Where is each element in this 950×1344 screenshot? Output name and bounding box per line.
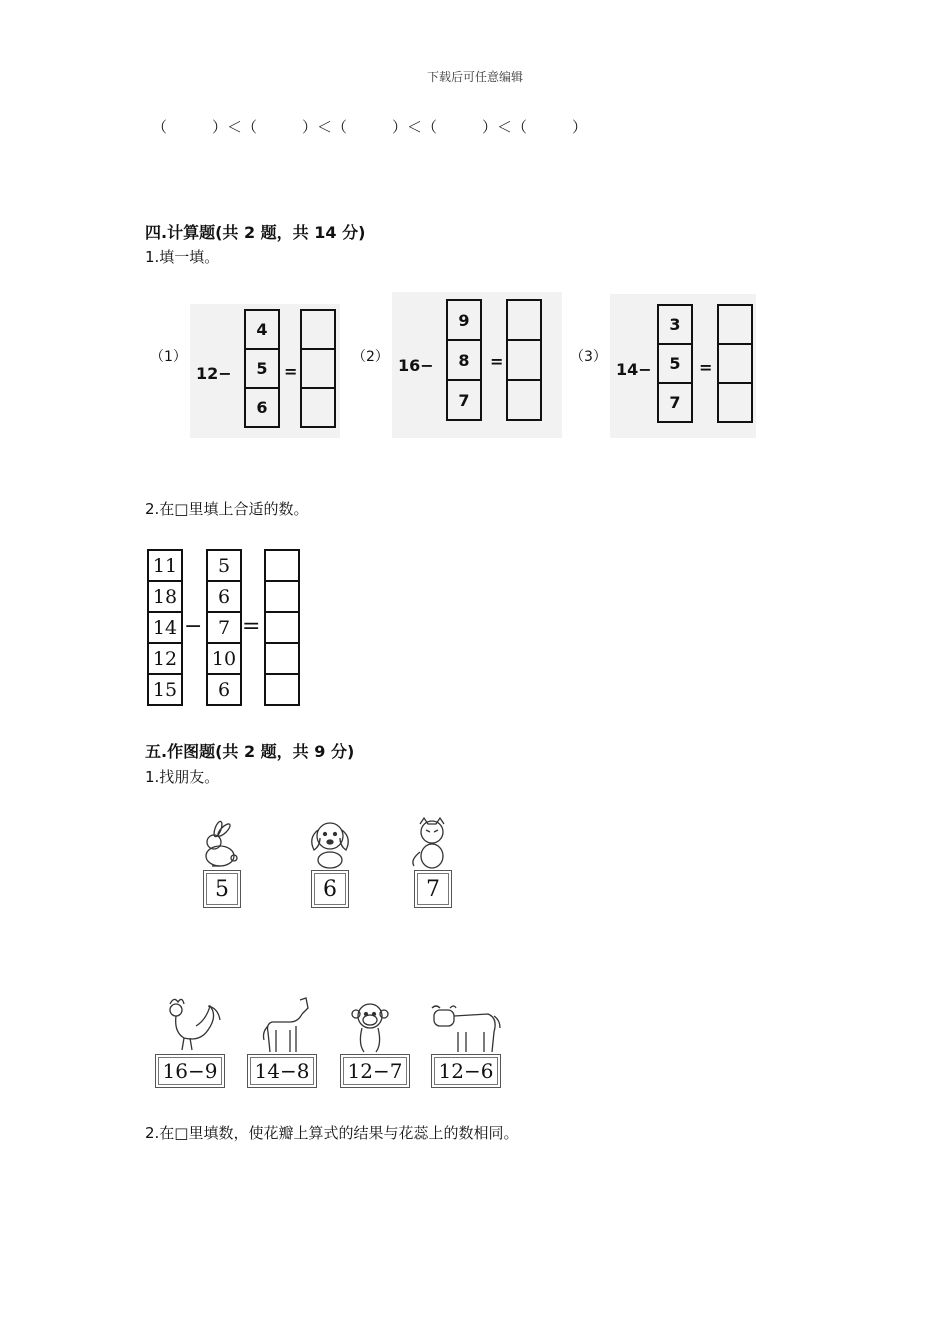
- group-2-label: （2）: [352, 349, 389, 365]
- subtrahend-cell: 5: [659, 345, 691, 384]
- left-cell: 18: [149, 582, 181, 613]
- group-1-answer-column: [300, 309, 336, 428]
- section-5-q1-prompt: 1.找朋友。: [145, 768, 220, 786]
- section-4-q2-prompt: 2.在□里填上合适的数。: [145, 500, 309, 518]
- subtrahend-cell: 6: [256, 398, 268, 417]
- group-1-subtrahend-column: [244, 309, 280, 428]
- answer-box[interactable]: [266, 675, 298, 704]
- expression-box: 14−8: [247, 1054, 317, 1088]
- group-2-subtrahend-column: [446, 299, 482, 421]
- expression-box: 16−9: [155, 1054, 225, 1088]
- dog-icon: [302, 816, 358, 872]
- group-1-minuend: 12−: [196, 364, 232, 383]
- section-5-q2-prompt: 2.在□里填数，使花瓣上算式的结果与花蕊上的数相同。: [145, 1124, 519, 1142]
- subtrahend-cell: 5: [246, 350, 278, 389]
- subtrahend-cell: 8: [448, 341, 480, 381]
- right-cell: 7: [208, 613, 240, 644]
- left-cell: 12: [149, 644, 181, 675]
- group-3-minuend: 14−: [616, 360, 652, 379]
- right-cell: 10: [208, 644, 240, 675]
- right-cell: 6: [217, 678, 231, 701]
- left-cell: 14: [149, 613, 181, 644]
- number-box: 7: [414, 870, 452, 908]
- subtrahend-cell: 7: [669, 393, 681, 412]
- subtrahend-cell: 3: [659, 306, 691, 345]
- expression-box: 12−6: [431, 1054, 501, 1088]
- left-cell: 15: [152, 678, 178, 701]
- subtrahend-cell: 4: [246, 311, 278, 350]
- ox-icon: [428, 1002, 502, 1054]
- number-box: 5: [203, 870, 241, 908]
- answer-box[interactable]: [266, 582, 298, 613]
- group-3-answer-column: [717, 304, 753, 423]
- left-cell: 11: [149, 551, 181, 582]
- group-3-subtrahend-column: [657, 304, 693, 423]
- answer-box[interactable]: [719, 306, 751, 345]
- q2-right-column: [206, 549, 242, 706]
- subtrahend-cell: 7: [458, 390, 470, 410]
- answer-box[interactable]: [719, 345, 751, 384]
- right-cell: 5: [208, 551, 240, 582]
- answer-box[interactable]: [266, 551, 298, 582]
- right-cell: 6: [208, 582, 240, 613]
- group-2-minuend: 16−: [398, 356, 434, 375]
- comparison-blanks: （ ）＜（ ）＜（ ）＜（ ）＜（ ）: [152, 118, 588, 136]
- answer-box[interactable]: [266, 644, 298, 675]
- page-header: 下载后可任意编辑: [426, 70, 523, 84]
- answer-box[interactable]: [719, 384, 751, 421]
- subtrahend-cell: 9: [448, 301, 480, 341]
- horse-icon: [260, 996, 314, 1054]
- answer-box[interactable]: [266, 613, 298, 644]
- section-4-q1-prompt: 1.填一填。: [145, 248, 220, 266]
- answer-box[interactable]: [508, 301, 540, 341]
- group-3-label: （3）: [570, 349, 607, 365]
- expression-box: 12−7: [340, 1054, 410, 1088]
- rooster-icon: [160, 996, 224, 1052]
- group-3-equals: =: [699, 358, 713, 377]
- answer-box[interactable]: [302, 389, 334, 426]
- q2-left-column: [147, 549, 183, 706]
- section-4-title: 四.计算题(共 2 题，共 14 分): [145, 223, 366, 242]
- q2-equals-sign: =: [242, 614, 261, 639]
- answer-box[interactable]: [508, 341, 540, 381]
- answer-box[interactable]: [302, 350, 334, 389]
- group-1-label: （1）: [150, 349, 187, 365]
- number-box: 6: [311, 870, 349, 908]
- monkey-icon: [346, 998, 396, 1054]
- answer-box[interactable]: [302, 311, 334, 350]
- q2-minus-sign: −: [184, 614, 203, 639]
- answer-box[interactable]: [508, 381, 540, 419]
- group-2-equals: =: [490, 352, 504, 371]
- q2-answer-column: [264, 549, 300, 706]
- section-5-title: 五.作图题(共 2 题，共 9 分): [145, 742, 355, 761]
- rabbit-icon: [198, 820, 246, 870]
- group-1-equals: =: [284, 362, 298, 381]
- cat-icon: [406, 816, 458, 872]
- group-2-answer-column: [506, 299, 542, 421]
